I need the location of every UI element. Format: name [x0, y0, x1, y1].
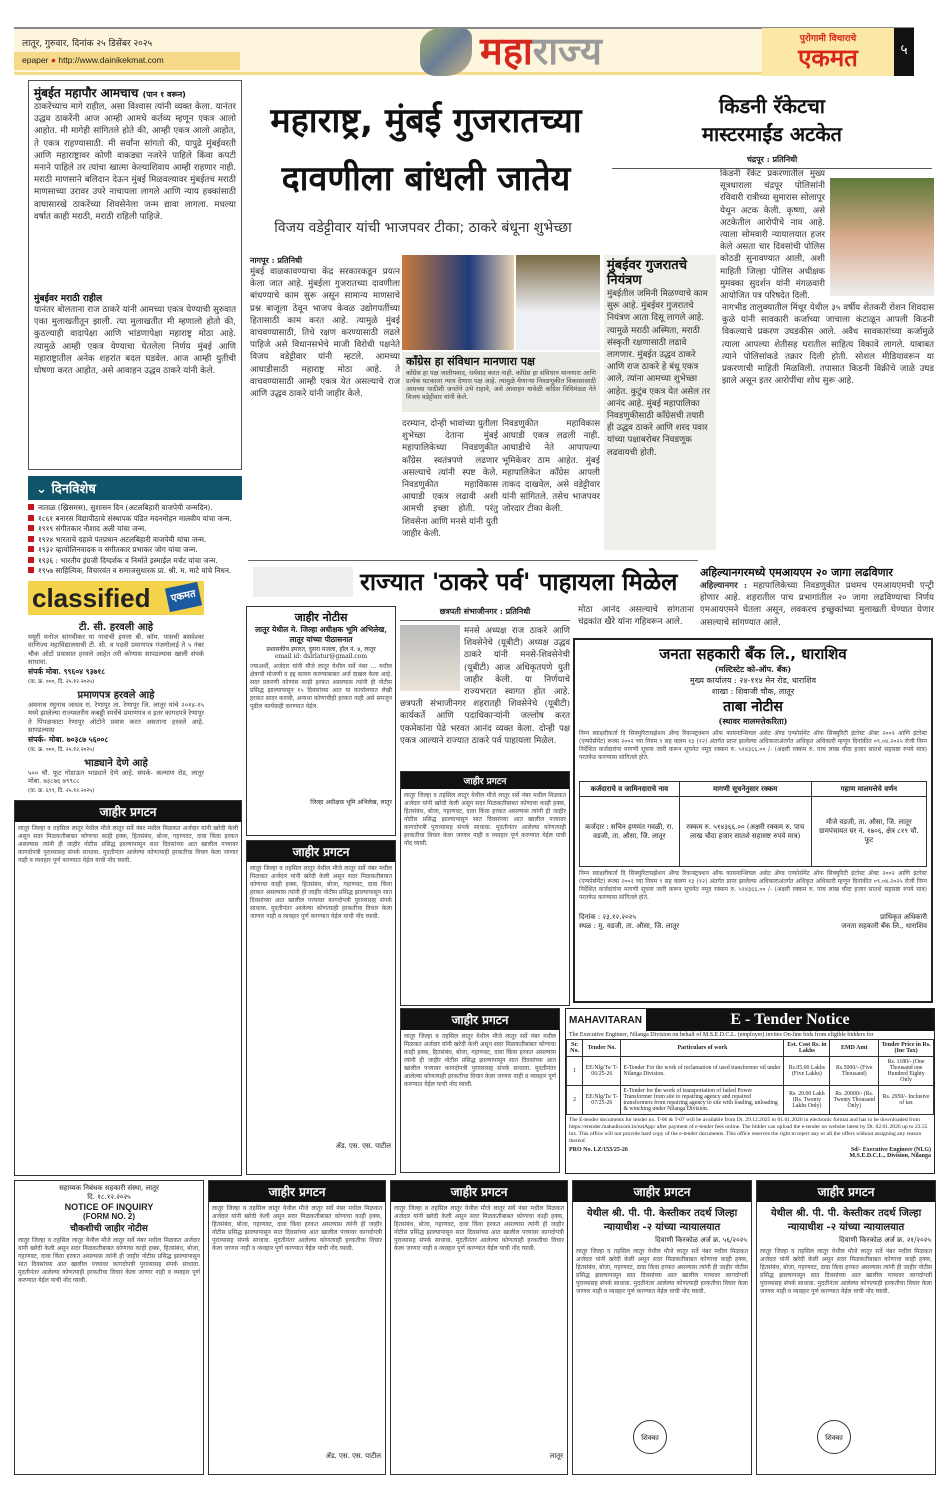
legal-ad-bottom-2	[390, 1180, 568, 1475]
legal-ad-b2-heading: जाहीर प्रगटन	[391, 1181, 567, 1202]
tender-cell: Rs.05.00 Lakhs (Five Lakhs)	[784, 1057, 830, 1086]
classified-ad	[28, 687, 204, 753]
dinvishesh-text: १९३६ : भारतीय इंग्रजी दिग्दर्शक व निर्माते इस्माईल मर्चंट यांचा जन्म.	[38, 555, 218, 565]
tender-cell: Rs. 20000/- (Rs. Twenty Thousand Only)	[830, 1086, 879, 1115]
kidney-dateline: चंद्रपूर : प्रतिनिधी	[612, 154, 932, 169]
legal-table-notice	[400, 771, 570, 1006]
legal-notice-body: लातूर जिल्हा व तहसिल लातूर येथील मौजे लातूर सर्वे नंबर मधील मिळकत अर्जदार यांनी खरेदी केली असून सदर मिळकतीबाबत कोणाचा काही हक्क, हितसंबंध, बोजा, गहाणवट, दावा किंवा हरकत असल्यास त्यांनी ही जाहीर नोटीस प्रसिद्ध झाल्यापासून सात दिवसांच्या आत खालील पत्त्यावर कागदोपत्री पुराव्यासह संपर्क साधावा. मुदतीनंतर आलेल्या कोणत्याही हरकतीचा विचार केला जाणार नाही व व्यवहार पूर्ण करण्यात येईल याची नोंद घ्यावी.	[404, 792, 566, 847]
caption-body: काँग्रेस हा पक्ष जातीयवाद, धर्मवाद करत नाही. काँग्रेस हा संविधान मानणारा आणि प्रत्येक घटकाला न्याय देणारा पक्ष आहे. त्यामुळे येणाऱ्या निवडणुकीत विकासासाठी आमच्या पाठीशी जनतेने उभे राहावे, असे आवाहन यावेळी काँग्रेस विधिमंडळ नेते विजय वडेट्टीवार यांनी केले.	[406, 369, 596, 401]
lead-headline-line1: महाराष्ट्र, मुंबई गुजरातच्या	[270, 101, 582, 141]
col-borrower: कर्जदाराचे व जामिनदाराचे नाव	[580, 782, 680, 797]
classified-ad-ref: (वा. क्र. ०००, दि. २५.१२.२०२५)	[28, 678, 95, 685]
col-property: गहाण मालमत्तेचे वर्णन	[811, 782, 926, 797]
thackeray-dateline: छत्रपती संभाजीनगर : प्रतिनिधी	[400, 606, 570, 621]
court1-case: दिवाणी किरकोळ अर्ज क्र. ५६/२०२५	[655, 1236, 747, 1244]
dinvishesh-text: १८६१ बनारस विद्यापीठाचे संस्थापक पंडित मदनमोहन मालवीय यांचा जन्म.	[38, 513, 232, 523]
epaper-link[interactable]: http://www.dainikekmat.com	[58, 55, 164, 65]
ahilyanagar-story	[700, 565, 934, 629]
bullet-icon	[28, 557, 34, 563]
land-notice	[246, 606, 396, 836]
tender-col-header: EMD Amt	[830, 1040, 879, 1057]
kidney-headline	[612, 92, 932, 148]
court1-body: लातूर जिल्हा व तहसिल लातूर येथील मौजे लातूर सर्वे नंबर मधील मिळकत अर्जदार यांनी खरेदी केली असून सदर मिळकतीबाबत कोणाचा काही हक्क, हितसंबंध, बोजा, गहाणवट, दावा किंवा हरकत असल्यास त्यांनी ही जाहीर नोटीस प्रसिद्ध झाल्यापासून सात दिवसांच्या आत खालील पत्त्यावर कागदोपत्री पुराव्यासह संपर्क साधावा. मुदतीनंतर आलेल्या कोणत्याही हरकतीचा विचार केला जाणार नाही व व्यवहार पूर्ण करण्यात येईल याची नोंद घ्यावी.	[576, 1248, 748, 1295]
dinvishesh-item	[28, 514, 242, 525]
ad-placeholder	[253, 567, 353, 597]
legal-ad-b2-place: लातूर	[549, 1452, 563, 1460]
tender-cell: E-Tender For the work of reclamation of used transformer oil under Nilanga Division.	[621, 1057, 784, 1086]
classified-ad-title: भाड्याने देणे आहे	[84, 757, 148, 769]
section-logo-red: महा	[480, 29, 533, 73]
court-notice-2	[756, 1180, 936, 1475]
khaire-photo	[400, 625, 460, 691]
legal-ad-mid-advocate: ॲड. एस. एस. पाटील	[335, 1142, 391, 1150]
bank-name: जनता सहकारी बँक लि., धाराशिव	[659, 645, 847, 663]
tender-cell: EE/Nlg/Ts/ T-06/25-26	[583, 1057, 621, 1086]
bank-type: (मल्टिस्टेट को-ऑप. बँक)	[714, 664, 792, 674]
bullet-icon	[28, 536, 34, 542]
left-story-subhead: मुंबईवर मराठी राहील	[34, 294, 103, 304]
land-notice-address: प्रशासकीय इमारत, दुसरा मजला, हॉल नं. ४, लातूर	[266, 646, 376, 653]
classified-badge: एकमत	[165, 581, 202, 611]
bank-hq: मुख्य कार्यालय : २४-११४ मेन रोड, धाराशिव	[689, 676, 817, 685]
legal-notice-heading: जाहीर प्रगटन	[401, 772, 569, 789]
caption-title: काँग्रेस हा संविधान मानणारा पक्ष	[406, 355, 535, 368]
tender-intro: The Executive Engineer, Nilanga Division on behalf of M.S.E.D.C.L. (employer) invites On-line bids from eligible bidders for	[569, 1032, 874, 1038]
dinvishesh-text: १९५७ साहित्यिक, विचारवंत व समाजसुधारक प्रा. श्री. म. माटे यांचे निधन.	[38, 566, 232, 575]
tender-sign: Sd/- Executive Engineer (NLG)	[850, 1147, 931, 1153]
tender-col-header: Tender Price in Rs. (Inc Tax)	[879, 1040, 934, 1057]
classified-ad-contact: संपर्क मोबा. ९९६०४ ९३७१८	[28, 666, 106, 676]
legal-ad-b1-advocate: ॲड. एस. एस. पाटील	[325, 1452, 381, 1460]
notice-sign2: जनता सहकारी बँक लि., धाराशिव	[841, 922, 927, 930]
legal-ad-mid	[246, 840, 396, 1175]
dinvishesh-item	[28, 566, 242, 577]
lead-column	[250, 255, 400, 550]
kidney-headline-line2: मास्टरमाईंड अटकेत	[702, 122, 842, 146]
tender-col-header: Tender No.	[583, 1040, 621, 1057]
land-notice-subtitle: लातूर येथील मे. जिल्हा अधीक्षक भूमि अभिलेख, लातूर यांच्या पीठासनात	[255, 625, 387, 644]
court2-body: लातूर जिल्हा व तहसिल लातूर येथील मौजे लातूर सर्वे नंबर मधील मिळकत अर्जदार यांनी खरेदी केली असून सदर मिळकतीबाबत कोणाचा काही हक्क, हितसंबंध, बोजा, गहाणवट, दावा किंवा हरकत असल्यास त्यांनी ही जाहीर नोटीस प्रसिद्ध झाल्यापासून सात दिवसांच्या आत खालील पत्त्यावर कागदोपत्री पुराव्यासह संपर्क साधावा. मुदतीनंतर आलेल्या कोणत्याही हरकतीचा विचार केला जाणार नाही व व्यवहार पूर्ण करण्यात येईल याची नोंद घ्यावी.	[760, 1248, 932, 1295]
kidney-headline-line1: किडनी रॅकेटचा	[719, 94, 825, 118]
dinvishesh-item	[28, 524, 242, 535]
court1-heading: जाहीर प्रगटन	[573, 1181, 751, 1202]
section-logo-grey: राज्य	[532, 29, 602, 73]
dinvishesh-header	[28, 476, 242, 500]
left-story-title: मुंबईत महापौर आमचाच	[34, 86, 139, 100]
legal-ad-bottom-1	[208, 1180, 386, 1475]
kidney-body: किडनी रॅकेट प्रकरणातील मुख्य सूत्रधाराला चंद्रपूर पोलिसांनी रविवारी रात्रीच्या सुमारास सोलापूर येथून अटक केली. कृष्णा, असे अटकेतील आरोपीचे नाव आहे. त्याला सोमवारी न्यायालयात हजर केले असता चार दिवसांची पोलिस कोठडी सुनावण्यात आली, अशी माहिती जिल्हा पोलिस अधीक्षक मुमक्का सुदर्शन यांनी मंगळवारी आयोजित पत्र परिषदेत दिली.	[720, 169, 825, 302]
tender-cell: Rs. 2950/- Inclusive of tax	[879, 1086, 934, 1115]
tender-cell: 1	[567, 1057, 583, 1086]
photo-caption	[402, 352, 600, 412]
gujarat-sidebar	[604, 255, 716, 550]
legal-ad-mid-body: लातूर जिल्हा व तहसिल लातूर येथील मौजे लातूर सर्वे नंबर मधील मिळकत अर्जदार यांनी खरेदी केली असून सदर मिळकतीबाबत कोणाचा काही हक्क, हितसंबंध, बोजा, गहाणवट, दावा किंवा हरकत असल्यास त्यांनी ही जाहीर नोटीस प्रसिद्ध झाल्यापासून सात दिवसांच्या आत खालील पत्त्यावर कागदोपत्री पुराव्यासह संपर्क साधावा. मुदतीनंतर आलेल्या कोणत्याही हरकतीचा विचार केला जाणार नाही व व्यवहार पूर्ण करण्यात येईल याची नोंद घ्यावी.	[250, 865, 392, 920]
borrower-table	[579, 781, 927, 867]
bank-notice	[573, 638, 933, 1003]
tender-cell: Rs.5000/- (Five Thousand)	[830, 1057, 879, 1086]
court-notice-1	[572, 1180, 752, 1475]
bullet-icon	[28, 546, 34, 552]
tender-footer: The E-tender documents for tender no. T-06 & T-07 will be available from Dt. 29.12.2025 to 01.01.2026 in electronic format and has to be downloaded from https://etender.mahadiscom.in/eatApp/ after payment of e-tender fees online. The bidder can upload the e-tender on website latest by Dt. 02.01.2026 up to 23.55 hrs. This office will not provide hard copy of the e-tender documents. This office reserves the right to reject any or all the offers without assigning any reason thereof.	[569, 1117, 928, 1144]
notice-date: दिनांक : २३.१२.२०२५	[579, 913, 636, 921]
dinvishesh-item	[28, 535, 242, 546]
classified-ad-ref: (वा. क्र. ०००, दि. २५.१२.२०२५)	[28, 746, 95, 753]
tender-cell: 2	[567, 1086, 583, 1115]
classified-ads	[28, 619, 204, 796]
dinvishesh-item	[28, 545, 242, 556]
tender-table	[566, 1039, 934, 1115]
court2-title: येथील श्री. पी. पी. केस्तीकर तदर्थ जिल्हा न्यायाधीश -२ यांच्या न्यायालयात	[770, 1208, 922, 1233]
court1-title: येथील श्री. पी. पी. केस्तीकर तदर्थ जिल्हा न्यायाधीश -२ यांच्या न्यायालयात	[586, 1208, 738, 1233]
classified-ad-body: अमनाथ रघुनाथ जाधव रा. रेणापूर ता. रेणापूर जि. लातूर यांचे २०१४-१५ मध्ये झालेल्या राज्यस्तरीय कबड्डी स्पर्धेचे प्रमाणपत्र व इतर कागदपत्रे रेणापूर ते पिंपळफाटा रेणापूर ऑटोने प्रवास करत असताना हरवले आहे. सापडल्यास	[28, 700, 204, 734]
inquiry-notice	[14, 1180, 204, 1475]
bullet-icon	[28, 504, 34, 510]
lead-body: मुंबई वाळकावण्याचा केंद्र सरकारकडून प्रयत्न केला जात आहे. मुंबईला गुजरातच्या दावणीला बांधण्याचे काम सुरू असून सामान्य माणसाचे प्रश्न बाजूला ठेवून भाजप केवळ उद्योगपतींच्या हितासाठी काम करत आहे. त्यामुळे मुंबई वाचवण्यासाठी, तिचे रक्षण करण्यासाठी लढले पाहिजे असे विधानसभेचे माजी विरोधी पक्षनेते विजय वडेट्टीवार यांनी म्हटले. आमच्या आघाडीसाठी महाराष्ट्र मोठा आहे. ते वाचवण्यासाठी आम्ही एकत्र येत असल्याचे राज आणि उद्धव ठाकरे यांनी जाहीर केले.	[250, 267, 400, 400]
left-story-body: ठाकरेंच्याच मागे राहील, असा विश्वास त्यांनी व्यक्त केला. यानंतर उद्धव ठाकरेंनी आज आम्ही आमचे कर्तव्य म्हणून एकत्र आलो आहोत. मी मागेही सांगितले होते की, आम्ही एकत्र आलो आहोत, ते एकत्र राहण्यासाठी. मी सर्वांना सांगतो की, यापुढे मुंबईवरती आणि महाराष्ट्रावर कोणी वाकड्या नजरेने पाहिले किंवा कपटी मनाने पाहिले तर त्यांचा खात्मा केल्याशिवाय आम्ही राहणार नाही. मराठी माणसाने बलिदान देऊन मुंबई मिळवल्यावर मुंबईतच मराठी माणसाच्या उरावर उपरे नाचायला लागले आणि न्याय हक्कांसाठी वाघासारखे ठाकरेंच्या शिवसेनेला जन्म द्यावा लागला. मधल्या वर्षात काही मराठी, मराठी राहिली पाहिजे.	[34, 102, 236, 222]
ahilyanagar-dateline: अहिल्यानगर :	[700, 581, 748, 591]
thackeray-body: मनसे अध्यक्ष राज ठाकरे आणि शिवसेनेचे (यूबीटी) अध्यक्ष उद्धव ठाकरे यांनी मनसे-शिवसेनेची (यूबीटी) आज अधिकृतपणे युती जाहीर केली. या निर्णयाचे राज्यभरात स्वागत होत आहे. छत्रपती संभाजीनगर शहरातही शिवसेनेचे (यूबीटी) कार्यकर्ते आणि पदाधिकाऱ्यांनी जल्लोष करत एकमेकांना पेढे भरवत आनंद व्यक्त केला. दोन्ही पक्ष एकत्र आल्याने राज्यात ठाकरे पर्व पाहायला मिळेल.	[400, 626, 570, 746]
bullet-icon	[28, 515, 34, 521]
globe-icon: ●	[50, 55, 56, 65]
dinvishesh-item	[28, 503, 242, 514]
legal-ad-heading: जाहीर प्रगटन	[15, 801, 241, 822]
notice-place: स्थळ : मु. वडजी, ता. औसा, जि. लातूर	[579, 922, 680, 930]
land-notice-title: जाहीर नोटीस	[294, 611, 348, 624]
tender-cell: EE/Nlg/Ts/ T-07/25-26	[583, 1086, 621, 1115]
tender-cell: Rs. 1180/- (One Thousand one Hundred Eighty Only	[879, 1057, 934, 1086]
vadettiwar-photo	[516, 255, 600, 350]
classified-ad-body: मयूरी मनोज सांगवीकर या नावाची इयत्ता बी. कॉम. पासची बसवेश्वर वाणिज्य महाविद्यालयाची टी. सी. व पदवी प्रमाणपत्र गंजगोलाई ते ५ नंबर चौक ऑटो प्रवासात हरवले आहेत तरी कोणास सापडल्यास खाली संपर्क साधावा.	[28, 632, 204, 666]
dinvishesh-item	[28, 556, 242, 567]
classified-ad	[28, 755, 204, 794]
legal-ad-left	[14, 800, 242, 1177]
thackeray-brothers-photo	[402, 255, 514, 350]
thackeray-story	[400, 606, 570, 1001]
divider	[248, 560, 698, 561]
chevron-down-icon: ⌄	[36, 482, 47, 497]
kidney-body2: नागभीड तालुक्यातील मिंथूर येथील ३५ वर्षीय शेतकरी रोशन शिवदास कुळे यांनी सावकारी कर्जाच्या जाचाला कंटाळून आपली किडनी विकल्याचे प्रकरण उघडकीस आले. अवैध सावकारांच्या कर्जामुळे त्याला आपल्या शेतीसह घरातील साहित्य विकावे लागले. याबाबत त्याने पोलिसांकडे तक्रार दिली होती. सोशल मीडियावरून या प्रकरणाची माहिती मिळविली. तपासात किडनी विक्रीचे जाळे उघड झाले असून इतर आरोपींचा शोध सुरू आहे.	[722, 303, 934, 387]
tender-notice	[565, 1008, 935, 1174]
mahavitaran-logo: MAHAVITARAN	[569, 1015, 642, 1026]
tender-row	[567, 1057, 934, 1086]
classified-banner	[28, 581, 204, 615]
epaper-label: epaper	[22, 55, 49, 65]
court1-stamp: शिक्का	[633, 1420, 667, 1454]
lead-body3: निवडणुकीत महाविकास आघाडी एकत्र लढली नाही. आघाडीचे नेते आपापल्या भूमिकेवर ठाम आहेत. मुंबई महापालिकेत काँग्रेस आपली ताकद दाखवेल, असे वडेट्टीवार यांनी सांगितले. तसेच भाजपवर जोरदार टीका केली.	[502, 419, 600, 515]
thackeray-tail: मोठा आनंद असल्याचे सांगताना चंद्रकांत खैरे यांना गहिवरून आले.	[578, 605, 694, 628]
dateline: लातूर, गुरुवार, दिनांक २५ डिसेंबर २०२५	[22, 39, 153, 49]
ahilyanagar-body: महापालिकेच्या निवडणुकीत प्रथमच एमआयएमची एन्ट्री होणार आहे. शहरातील पाच प्रभागांतील २० जागा लढविण्याचा निर्णय एमआयएमने घेतला असून, लवकरच इच्छुकांच्या मुलाखती घेण्यात येणार असल्याचे सांगण्यात आले.	[700, 581, 935, 628]
classified-ad-contact: संपर्क- मोबा. ७०३८७ ५६००८	[28, 734, 109, 744]
dinvishesh-text: १९३२ व्हायोलिनवादक व संगीतकार प्रभाकर जोग यांचा जन्म.	[38, 545, 198, 554]
legal-ad-b1-heading: जाहीर प्रगटन	[209, 1181, 385, 1202]
masthead-title: एकमत	[798, 44, 858, 72]
legal-ad-b2-body: लातूर जिल्हा व तहसिल लातूर येथील मौजे लातूर सर्वे नंबर मधील मिळकत अर्जदार यांनी खरेदी केली असून सदर मिळकतीबाबत कोणाचा काही हक्क, हितसंबंध, बोजा, गहाणवट, दावा किंवा हरकत असल्यास त्यांनी ही जाहीर नोटीस प्रसिद्ध झाल्यापासून सात दिवसांच्या आत खालील पत्त्यावर कागदोपत्री पुराव्यासह संपर्क साधावा. मुदतीनंतर आलेल्या कोणत्याही हरकतीचा विचार केला जाणार नाही व व्यवहार पूर्ण करण्यात येईल याची नोंद घ्यावी.	[394, 1205, 564, 1252]
classified-logo: classified	[32, 582, 151, 613]
left-story-note: (पान १ वरून)	[142, 90, 186, 99]
lokmat-brand	[762, 28, 894, 76]
inquiry-subtitle: चौकशीची जाहीर नोटीस	[70, 1224, 148, 1234]
amount-cell: रक्कम रु. ५१४३६६.०० (अक्षरी रक्कम रु. पाच लाख चौदा हजार सातशे सहासष्ट रुपये मात्र)	[679, 797, 811, 867]
property-cell: मौजे वडजी, ता. औसा, जि. लातूर ग्रामपंचायत घर नं. १७०६, क्षेत्र ८१९ चौ. फूट	[811, 797, 926, 867]
tender-title: E - Tender Notice	[646, 1009, 934, 1031]
lead-headline-line2: दावणीला बांधली जातेय	[281, 159, 571, 199]
legal-ad-center-body: लातूर जिल्हा व तहसिल लातूर येथील मौजे लातूर सर्वे नंबर मधील मिळकत अर्जदार यांनी खरेदी केली असून सदर मिळकतीबाबत कोणाचा काही हक्क, हितसंबंध, बोजा, गहाणवट, दावा किंवा हरकत असल्यास त्यांनी ही जाहीर नोटीस प्रसिद्ध झाल्यापासून सात दिवसांच्या आत खालील पत्त्यावर कागदोपत्री पुराव्यासह संपर्क साधावा. मुदतीनंतर आलेल्या कोणत्याही हरकतीचा विचार केला जाणार नाही व व्यवहार पूर्ण करण्यात येईल याची नोंद घ्यावी.	[404, 1033, 556, 1088]
bullet-icon	[28, 525, 34, 531]
left-lower-column	[14, 476, 242, 1176]
tagline: पुरोगामी विचाराचे	[799, 34, 857, 44]
tender-row	[567, 1086, 934, 1115]
dinvishesh-text: नाताळ (ख्रिसमस), सुशासन दिन (अटलबिहारी वाजपेयी जन्मदिन).	[38, 503, 213, 512]
lead-headline	[246, 92, 606, 208]
epaper-strip	[14, 52, 240, 70]
legal-ad-center-heading: जाहीर प्रगटन	[401, 1009, 559, 1030]
land-notice-body: ज्याअर्थी, अर्जदार यांनी मौजे लातूर येथील सर्वे नंबर ... मधील क्षेत्राची मोजणी व हद्द कायम करण्याबाबत अर्ज दाखल केला आहे. सदर प्रकरणी कोणास काही हरकत असल्यास त्यांनी ही नोटीस प्रसिद्ध झाल्यापासून १५ दिवसांच्या आत या कार्यालयात लेखी हरकत सादर करावी, अन्यथा कोणाचीही हरकत नाही असे समजून पुढील कार्यवाही करण्यात येईल.	[250, 663, 392, 710]
lead-subheadline: विजय वडेट्टीवार यांची भाजपवर टीका; ठाकरे बंधूना शुभेच्छा	[274, 220, 572, 236]
bullet-icon	[28, 567, 34, 573]
lead-dateline: नागपूर : प्रतिनिधी	[250, 255, 303, 265]
ahilyanagar-headline: अहिल्यानगरमध्ये एमआयएम २० जागा लढविणार	[700, 566, 893, 579]
tender-cell: Rs. 20.00 Lakh (Rs. Twenty Lakhs Only)	[784, 1086, 830, 1115]
inquiry-form: (FORM NO. 2)	[83, 1212, 135, 1221]
section-logo	[480, 28, 602, 74]
inquiry-title: NOTICE OF INQUIRY	[64, 1202, 154, 1212]
dinvishesh	[28, 476, 242, 577]
classified-ad-ref: (वा. क्र. ६९९, दि. २५.१२.२०२५)	[28, 787, 95, 794]
dinvishesh-text: १९२४ भारताचे दहावे पंतप्रधान अटलबिहारी वाजपेयी यांचा जन्म.	[38, 534, 207, 544]
dinvishesh-title: दिनविशेष	[51, 482, 96, 497]
classified-ad-body: ५०० चौ. फूट गोडाऊन भाड्याने देणे आहे. संपर्क- कल्याण रोड, लातूर मोबा. ७३८७६ ७९९८८	[28, 768, 204, 785]
left-story-body2: यानंतर बोलताना राज ठाकरे यांनी आमच्या एकत्र येण्याची सुरुवात एका मुलाखतीतून झाली. त्या मुलाखतीत मी म्हणालो होतो की, कुठल्याही वादापेक्षा आणि भांडणापेक्षा महाराष्ट्र मोठा आहे. त्यामुळे आम्ही एकत्र येण्याचा घेतलेला निर्णय मुंबई आणि महाराष्ट्रातील अनेक शहरांत बदल घडवेल. आज आम्ही युतीची घोषणा करत आहोत, असे आवाहन उद्धव ठाकरे यांनी केले.	[34, 305, 236, 377]
legal-ad-center	[400, 1008, 560, 1173]
accused-photo	[830, 178, 934, 296]
possession-notice-title: ताबा नोटीस	[723, 699, 783, 715]
notice-sign: प्राधिकृत अधिकारी	[880, 913, 927, 921]
classified-ad-title: प्रमाणपत्र हरवले आहे	[77, 689, 155, 701]
classified-ad-title: टी. सी. हरवली आहे	[78, 621, 154, 633]
borrower-cell: कर्जदार : सचिन हणमंत गवळी, रा. वडजी, ता. औसा, जि. लातूर	[580, 797, 680, 867]
lead-body2: दरम्यान, दोन्ही भावांच्या युतीला शुभेच्छा देताना मुंबई महापालिकेच्या निवडणुकीत काँग्रेस स्वतंत्रपणे लढणार असल्याचे त्यांनी स्पष्ट केले. निवडणुकीत महाविकास आघाडी एकत्र लढावी अशी आमची इच्छा होती. परंतु शिवसेना आणि मनसे यांनी युती जाहीर केली.	[402, 419, 498, 539]
court2-case: दिवाणी किरकोळ अर्ज क्र. २१/२०२५	[839, 1236, 931, 1244]
tender-pro: PRO No. LZ/153/25-26	[569, 1147, 628, 1153]
tender-cell: E-Tender for the work of transportation of failed Power Transformer from site to repairing agency and repaired transformers from repairing agency to site with loading, unloading & winching under Nilanga Division.	[621, 1086, 784, 1115]
sidebar-body: मुंबईतील जमिनी मिळण्याचे काम सुरू आहे. मुंबईवर गुजरातचे नियंत्रण आता दिसू लागले आहे. त्यामुळे मराठी अस्मिता, मराठी संस्कृती रक्षणासाठी लढावे लागणार. मुंबईत उद्धव ठाकरे आणि राज ठाकरे हे बंधू एकत्र आले, त्यांना आमच्या शुभेच्छा आहेत. कुटुंब एकत्र येत असेल तर आनंद आहे. मुंबई महापालिका निवडणुकीसाठी काँग्रेसची तयारी ही उद्धव ठाकरे आणि शरद पवार यांच्या पक्षाबरोबर निवडणूक लढवायची होती.	[607, 289, 711, 458]
legal-ad-body: लातूर जिल्हा व तहसिल लातूर येथील मौजे लातूर सर्वे नंबर मधील मिळकत अर्जदार यांनी खरेदी केली असून सदर मिळकतीबाबत कोणाचा काही हक्क, हितसंबंध, बोजा, गहाणवट, दावा किंवा हरकत असल्यास त्यांनी ही जाहीर नोटीस प्रसिद्ध झाल्यापासून सात दिवसांच्या आत खालील पत्त्यावर कागदोपत्री पुराव्यासह संपर्क साधावा. मुदतीनंतर आलेल्या कोणत्याही हरकतीचा विचार केला जाणार नाही व व्यवहार पूर्ण करण्यात येईल याची नोंद घ्यावी.	[18, 824, 238, 864]
page-number: ५	[894, 28, 914, 76]
legal-ad-b1-body: लातूर जिल्हा व तहसिल लातूर येथील मौजे लातूर सर्वे नंबर मधील मिळकत अर्जदार यांनी खरेदी केली असून सदर मिळकतीबाबत कोणाचा काही हक्क, हितसंबंध, बोजा, गहाणवट, दावा किंवा हरकत असल्यास त्यांनी ही जाहीर नोटीस प्रसिद्ध झाल्यापासून सात दिवसांच्या आत खालील पत्त्यावर कागदोपत्री पुराव्यासह संपर्क साधावा. मुदतीनंतर आलेल्या कोणत्याही हरकतीचा विचार केला जाणार नाही व व्यवहार पूर्ण करण्यात येईल याची नोंद घ्यावी.	[212, 1205, 382, 1252]
bank-notice-body: निम्न स्वाक्षरीकर्ता दि सिक्युरिटायझेशन ॲण्ड रिकन्स्ट्रक्शन ऑफ फायनान्शियल असेट ॲण्ड एन्फोर्समेंट ऑफ सिक्युरिटी इंटरेस्ट ॲक्ट २००२ आणि इंटरेस्ट (एन्फोर्समेंट) रूल्स २००२ च्या नियम ९ सह कलम १३ (१२) अंतर्गत प्राप्त झालेल्या अधिकाराअंतर्गत अधिकृत अधिकारी म्हणून दिनांकीत ०९.०४.२०२५ रोजी निम्न निर्देशित कर्जदारांना मागणी सूचना जारी करून सूचनेत नमूद रक्कम रु. ५१४३६६.०० /- (अक्षरी रक्कम रु. पाच लाख चौदा हजार सातशे सहासष्ट रुपये मात्र) परतफेड करण्यास सांगितले होते.	[579, 730, 927, 761]
inquiry-body: लातूर जिल्हा व तहसिल लातूर येथील मौजे लातूर सर्वे नंबर मधील मिळकत अर्जदार यांनी खरेदी केली असून सदर मिळकतीबाबत कोणाचा काही हक्क, हितसंबंध, बोजा, गहाणवट, दावा किंवा हरकत असल्यास त्यांनी ही जाहीर नोटीस प्रसिद्ध झाल्यापासून सात दिवसांच्या आत खालील पत्त्यावर कागदोपत्री पुराव्यासह संपर्क साधावा. मुदतीनंतर आलेल्या कोणत्याही हरकतीचा विचार केला जाणार नाही व व्यवहार पूर्ण करण्यात येईल याची नोंद घ्यावी.	[18, 1237, 200, 1284]
land-notice-email: email id: dslrlatur@gmail.com	[274, 653, 368, 660]
maharashtra-map-icon	[420, 28, 472, 76]
tender-col-header: Particulars of work	[621, 1040, 784, 1057]
thackeray-headline: राज्यात 'ठाकरे पर्व' पाहायला मिळेल	[360, 568, 678, 596]
dinvishesh-text: १९१९ संगीतकार नौशाद अली यांचा जन्म.	[38, 524, 147, 533]
col-amount: मागणी सूचनेनुसार रक्कम	[679, 782, 811, 797]
legal-ad-mid-heading: जाहीर प्रगटन	[247, 841, 395, 862]
possession-notice-subtitle: (स्थावर मालमत्तेकरिता)	[718, 716, 788, 726]
classified-ad	[28, 619, 204, 685]
left-story	[28, 80, 242, 470]
tender-sign2: M.S.E.D.C.L., Division, Nilanga	[849, 1153, 931, 1159]
tender-col-header: Sr. No.	[567, 1040, 583, 1057]
bank-branch: शाखा : शिवाजी चौक, लातूर	[711, 687, 795, 696]
court2-stamp: शिक्का	[817, 1420, 851, 1454]
inquiry-office: सहाय्यक निबंधक सहकारी संस्था, लातूर	[59, 1184, 159, 1192]
court2-heading: जाहीर प्रगटन	[757, 1181, 935, 1202]
sidebar-title: मुंबईवर गुजरातचे नियंत्रण	[607, 258, 687, 288]
land-notice-sign: जिल्हा अधीक्षक भूमि अभिलेख, लातूर	[310, 799, 392, 806]
bank-notice-body2: निम्न स्वाक्षरीकर्ता दि सिक्युरिटायझेशन ॲण्ड रिकन्स्ट्रक्शन ऑफ फायनान्शियल असेट ॲण्ड एन्फोर्समेंट ऑफ सिक्युरिटी इंटरेस्ट ॲक्ट २००२ आणि इंटरेस्ट (एन्फोर्समेंट) रूल्स २००२ च्या नियम ९ सह कलम १३ (१२) अंतर्गत प्राप्त झालेल्या अधिकाराअंतर्गत अधिकृत अधिकारी म्हणून दिनांकीत ०९.०४.२०२५ रोजी निम्न निर्देशित कर्जदारांना मागणी सूचना जारी करून सूचनेत नमूद रक्कम रु. ५१४३६६.०० /- (अक्षरी रक्कम रु. पाच लाख चौदा हजार सातशे सहासष्ट रुपये मात्र) परतफेड करण्यास सांगितले होते.	[579, 870, 927, 901]
tender-col-header: Est. Cost Rs. in Lakhs	[784, 1040, 830, 1057]
inquiry-date: दि. १८.१२.२०२५	[87, 1193, 131, 1201]
